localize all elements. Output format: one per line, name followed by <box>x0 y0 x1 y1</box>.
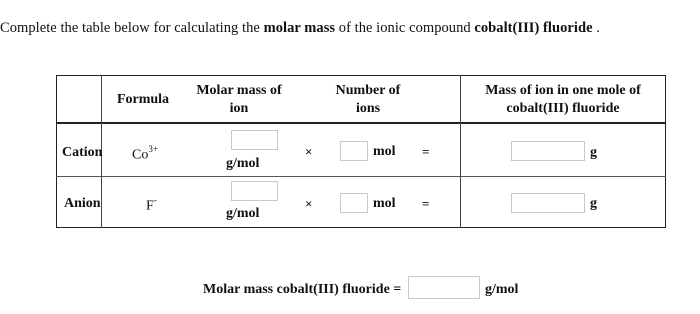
column-divider-mass <box>460 75 461 228</box>
cation-times-sign: × <box>305 144 313 159</box>
anion-molar-mass-unit: g/mol <box>226 206 260 221</box>
anion-formula-charge: - <box>153 195 157 205</box>
total-unit: g/mol <box>485 282 519 297</box>
prompt-text-2: of the ionic compound <box>335 20 475 36</box>
prompt-text-3: . <box>592 20 600 36</box>
row-label-anion: Anion <box>64 196 101 211</box>
anion-molar-mass-input[interactable] <box>231 181 278 201</box>
cation-mass-input[interactable] <box>511 141 585 161</box>
anion-mass-unit: g <box>590 196 597 211</box>
prompt-bold-molar-mass: molar mass <box>263 20 336 36</box>
header-number-line1: Number of <box>335 83 401 98</box>
total-label: Molar mass cobalt(III) fluoride = <box>203 282 402 297</box>
header-molar-mass-line1: Molar mass of <box>196 83 282 98</box>
anion-formula <box>146 196 157 215</box>
cation-number-unit: mol <box>373 144 396 159</box>
header-mass-line2: cobalt(III) fluoride <box>506 101 620 116</box>
cation-formula-base: Co <box>132 147 149 163</box>
cation-number-input[interactable] <box>340 141 368 161</box>
anion-number-input[interactable] <box>340 193 368 213</box>
header-mass-of-ion <box>464 82 662 118</box>
cation-formula <box>132 145 158 164</box>
header-molar-mass <box>180 82 298 118</box>
anion-equals-sign: = <box>422 196 430 211</box>
prompt-bold-compound: cobalt(III) fluoride <box>474 20 593 36</box>
anion-number-unit: mol <box>373 196 396 211</box>
cation-formula-charge: 3+ <box>148 144 158 154</box>
anion-times-sign: × <box>305 196 313 211</box>
header-number-of-ions <box>318 82 418 118</box>
cation-mass-unit: g <box>590 145 597 160</box>
total-molar-mass-input[interactable] <box>408 276 480 299</box>
question-prompt <box>0 20 600 37</box>
header-divider <box>56 122 666 124</box>
header-number-line2: ions <box>355 101 381 116</box>
cation-molar-mass-unit: g/mol <box>226 156 260 171</box>
row-label-cation: Cation <box>62 145 103 160</box>
anion-mass-input[interactable] <box>511 193 585 213</box>
cation-molar-mass-input[interactable] <box>231 130 278 150</box>
cation-equals-sign: = <box>422 144 430 159</box>
header-mass-line1: Mass of ion in one mole of <box>485 83 641 98</box>
header-formula: Formula <box>116 92 170 107</box>
row-divider <box>56 176 666 177</box>
anion-formula-base: F <box>146 198 154 214</box>
header-molar-mass-line2: ion <box>229 101 249 116</box>
prompt-text-1: Complete the table below for calculating the <box>0 20 264 36</box>
